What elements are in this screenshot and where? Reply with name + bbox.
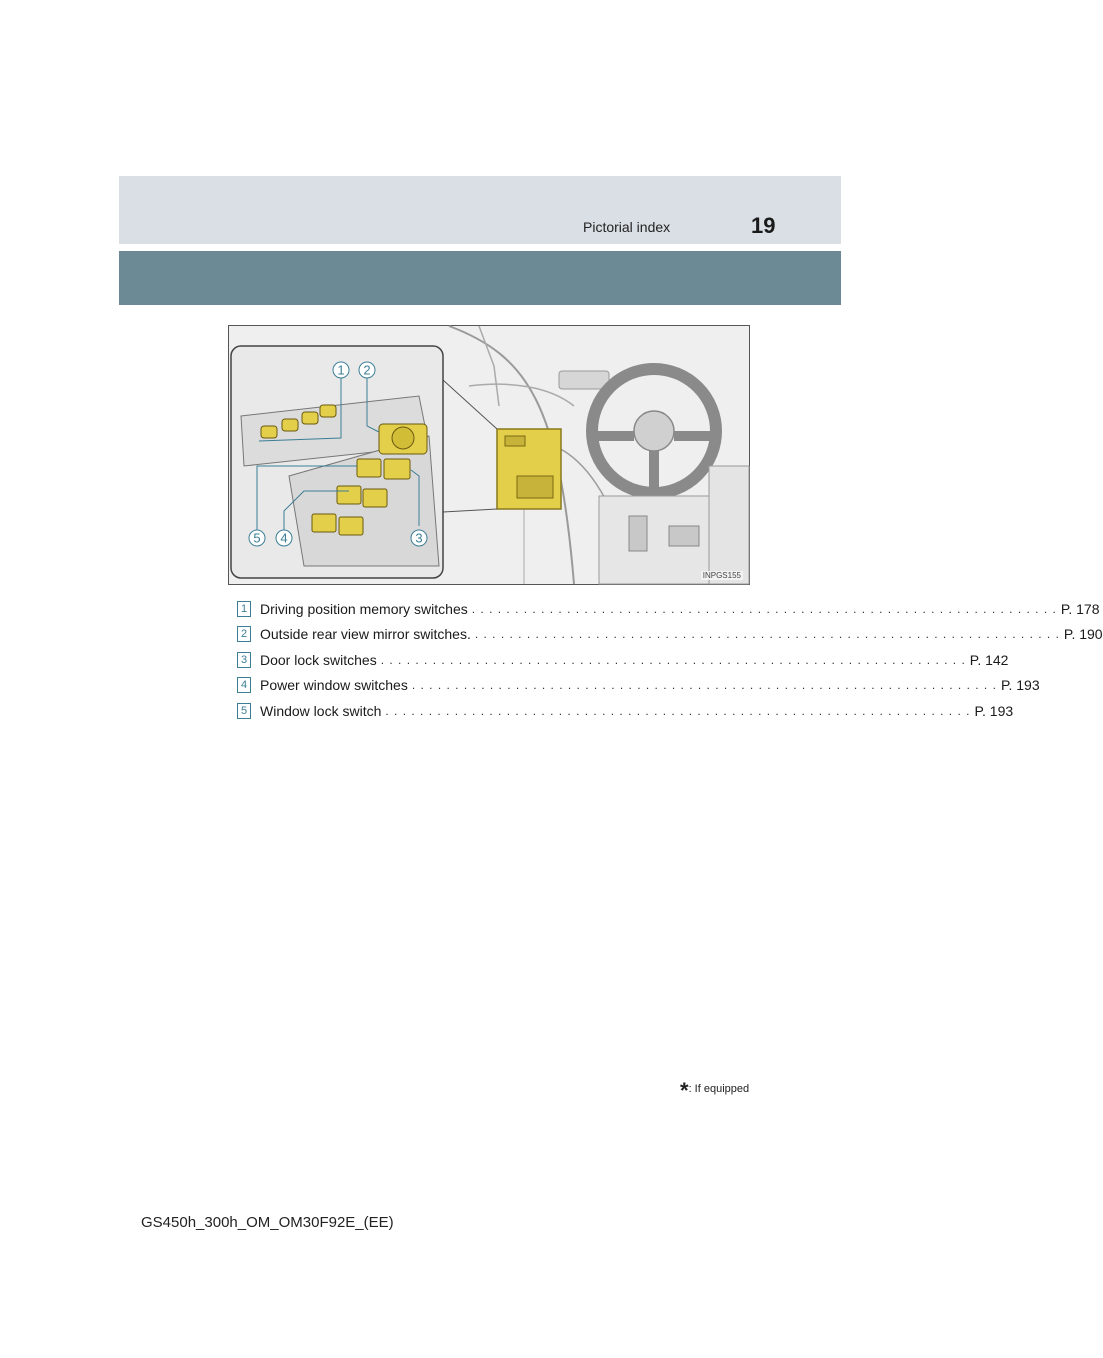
page-number: 19 [751, 213, 776, 238]
legend-row [237, 647, 1009, 673]
mirror-switch [379, 424, 427, 454]
callout-3: 3 [415, 530, 423, 546]
legend-row [237, 673, 1040, 699]
legend-label: Window lock switch [260, 702, 382, 719]
callout-4: 4 [280, 530, 288, 546]
figure-code: INPGS155 [702, 571, 741, 580]
footnote-star: * [680, 1078, 689, 1103]
dot-leader: . . . . . . . . . . . . . . . . . . . . . . . . . . . . . . . . . . . . . . . . . . . . . . . . . . . . . . . . . . . . . . . . . . . . [471, 601, 1057, 616]
page-reference[interactable]: P. 142 [969, 651, 1009, 668]
callout-1: 1 [337, 362, 345, 378]
dot-leader: . . . . . . . . . . . . . . . . . . . . . . . . . . . . . . . . . . . . . . . . . . . . . . . . . . . . . . . . . . . . . . . . . . . . [380, 652, 966, 667]
legend-label: Driving position memory switches [260, 600, 468, 617]
dot-leader: . . . . . . . . . . . . . . . . . . . . . . . . . . . . . . . . . . . . . . . . . . . . . . . . . . . . . . . . . . . . . . . . . . . . [474, 627, 1060, 642]
footnote [680, 1078, 749, 1104]
dot-leader: . . . . . . . . . . . . . . . . . . . . . . . . . . . . . . . . . . . . . . . . . . . . . . . . . . . . . . . . . . . . . . . . . . . . [385, 703, 971, 718]
section-title: Pictorial index [583, 219, 671, 235]
legend-label: Power window switches [260, 677, 408, 694]
legend-label: Door lock switches [260, 651, 377, 668]
switch-legend [237, 596, 1103, 724]
legend-number: 4 [237, 677, 251, 693]
header-band [119, 251, 841, 305]
callout-2: 2 [363, 362, 371, 378]
dot-leader: . . . . . . . . . . . . . . . . . . . . . . . . . . . . . . . . . . . . . . . . . . . . . . . . . . . . . . . . . . . . . . . . . . . . [411, 678, 997, 693]
document-code: GS450h_300h_OM_OM30F92E_(EE) [141, 1214, 394, 1231]
footnote-text: : If equipped [688, 1083, 750, 1095]
door-switch-illustration [228, 325, 750, 585]
legend-row [237, 622, 1103, 648]
legend-label: Outside rear view mirror switches. [260, 626, 471, 643]
page-reference[interactable]: P. 193 [974, 702, 1014, 719]
legend-row [237, 596, 1100, 622]
legend-number: 1 [237, 601, 251, 617]
legend-number: 5 [237, 703, 251, 719]
callout-5: 5 [253, 530, 261, 546]
legend-row [237, 698, 1014, 724]
illustration-drawing [229, 326, 749, 584]
legend-number: 2 [237, 626, 251, 642]
page-reference[interactable]: P. 178 [1060, 600, 1100, 617]
legend-number: 3 [237, 652, 251, 668]
header-bar [119, 176, 841, 244]
page-reference[interactable]: P. 190 [1063, 626, 1103, 643]
page-reference[interactable]: P. 193 [1000, 677, 1040, 694]
